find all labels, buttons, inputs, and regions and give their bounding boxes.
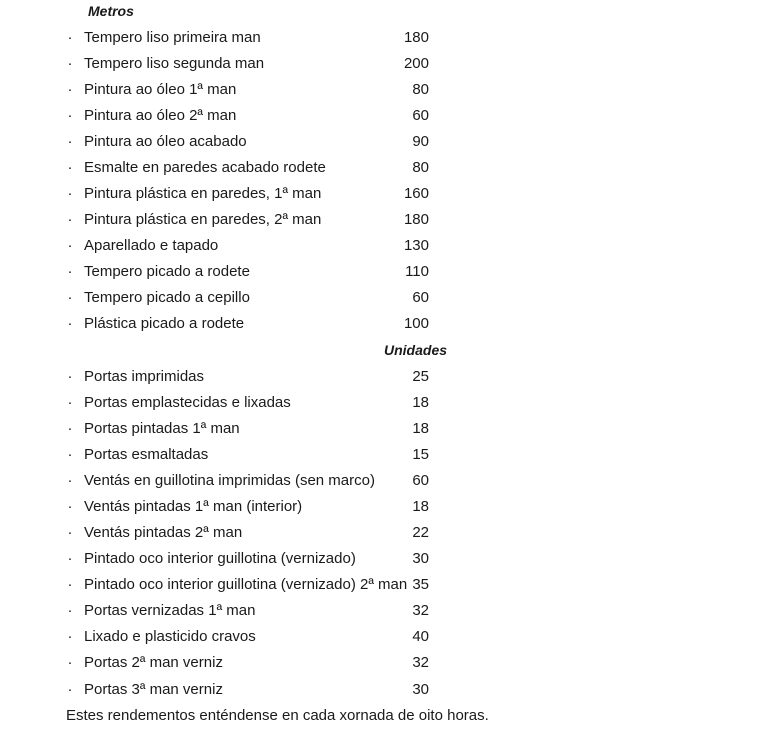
bullet: · — [67, 420, 73, 437]
list-item — [0, 549, 779, 569]
item-value: 30 — [412, 681, 429, 698]
item-value: 15 — [412, 446, 429, 463]
item-value: 25 — [412, 368, 429, 385]
list-item — [0, 184, 779, 204]
list-item — [0, 419, 779, 439]
bullet: · — [67, 472, 73, 489]
item-label: Ventás en guillotina imprimidas (sen marco) — [84, 472, 375, 489]
item-value: 60 — [412, 472, 429, 489]
bullet: · — [67, 550, 73, 567]
item-value: 35 — [412, 576, 429, 593]
bullet: · — [67, 185, 73, 202]
item-label: Pintura plástica en paredes, 1ª man — [84, 185, 322, 202]
list-item — [0, 653, 779, 673]
item-value: 18 — [412, 394, 429, 411]
item-label: Portas emplastecidas e lixadas — [84, 394, 291, 411]
item-value: 80 — [412, 159, 429, 176]
list-item — [0, 288, 779, 308]
item-label: Tempero liso primeira man — [84, 29, 261, 46]
bullet: · — [67, 498, 73, 515]
item-value: 180 — [403, 29, 429, 46]
bullet: · — [67, 107, 73, 124]
item-value: 30 — [412, 550, 429, 567]
item-label: Lixado e plasticido cravos — [84, 628, 256, 645]
item-label: Portas 3ª man verniz — [84, 681, 223, 698]
bullet: · — [67, 602, 73, 619]
item-label: Pintura ao óleo acabado — [84, 133, 247, 150]
list-item — [0, 314, 779, 334]
bullet: · — [67, 237, 73, 254]
bullet: · — [67, 211, 73, 228]
bullet: · — [67, 394, 73, 411]
list-item — [0, 132, 779, 152]
item-label: Esmalte en paredes acabado rodete — [84, 159, 326, 176]
bullet: · — [67, 315, 73, 332]
item-value: 80 — [412, 81, 429, 98]
footnote: Estes rendementos enténdense en cada xornada de oito horas. — [66, 707, 489, 724]
section-heading-unidades: Unidades — [384, 342, 448, 358]
list-item — [0, 210, 779, 230]
list-item — [0, 106, 779, 126]
item-label: Pintura ao óleo 1ª man — [84, 81, 237, 98]
item-label: Pintado oco interior guillotina (vernizado) 2ª man — [84, 576, 408, 593]
item-value: 60 — [412, 107, 429, 124]
item-label: Tempero liso segunda man — [84, 55, 265, 72]
item-label: Portas esmaltadas — [84, 446, 209, 463]
item-label: Ventás pintadas 1ª man (interior) — [84, 498, 303, 515]
item-value: 32 — [412, 654, 429, 671]
list-item — [0, 680, 779, 700]
item-value: 130 — [403, 237, 429, 254]
item-label: Aparellado e tapado — [84, 237, 219, 254]
item-label: Portas imprimidas — [84, 368, 205, 385]
bullet: · — [67, 289, 73, 306]
bullet: · — [67, 524, 73, 541]
item-label: Portas pintadas 1ª man — [84, 420, 240, 437]
bullet: · — [67, 263, 73, 280]
item-value: 32 — [412, 602, 429, 619]
list-item — [0, 445, 779, 465]
item-value: 100 — [403, 315, 429, 332]
item-value: 90 — [412, 133, 429, 150]
bullet: · — [67, 654, 73, 671]
bullet: · — [67, 159, 73, 176]
list-item — [0, 28, 779, 48]
item-label: Pintura plástica en paredes, 2ª man — [84, 211, 322, 228]
item-value: 40 — [412, 628, 429, 645]
item-value: 18 — [412, 420, 429, 437]
item-value: 60 — [412, 289, 429, 306]
bullet: · — [67, 681, 73, 698]
list-item — [0, 575, 779, 595]
list-item — [0, 367, 779, 387]
item-label: Plástica picado a rodete — [84, 315, 245, 332]
bullet: · — [67, 576, 73, 593]
bullet: · — [67, 29, 73, 46]
bullet: · — [67, 55, 73, 72]
list-item — [0, 158, 779, 178]
list-item — [0, 236, 779, 256]
item-label: Ventás pintadas 2ª man — [84, 524, 243, 541]
section-heading-metros: Metros — [88, 3, 134, 19]
item-label: Portas vernizadas 1ª man — [84, 602, 256, 619]
bullet: · — [67, 133, 73, 150]
list-item — [0, 262, 779, 282]
item-value: 160 — [403, 185, 429, 202]
item-label: Tempero picado a cepillo — [84, 289, 250, 306]
list-item — [0, 54, 779, 74]
list-item — [0, 393, 779, 413]
item-label: Pintura ao óleo 2ª man — [84, 107, 237, 124]
list-item — [0, 601, 779, 621]
item-label: Pintado oco interior guillotina (vernizado) — [84, 550, 356, 567]
list-item — [0, 523, 779, 543]
list-item — [0, 627, 779, 647]
bullet: · — [67, 628, 73, 645]
list-item — [0, 497, 779, 517]
item-value: 110 — [405, 263, 429, 280]
list-item — [0, 80, 779, 100]
bullet: · — [67, 446, 73, 463]
bullet: · — [67, 368, 73, 385]
bullet: · — [67, 81, 73, 98]
item-value: 22 — [412, 524, 429, 541]
item-value: 180 — [403, 211, 429, 228]
item-value: 200 — [403, 55, 429, 72]
item-value: 18 — [412, 498, 429, 515]
list-item — [0, 471, 779, 491]
item-label: Tempero picado a rodete — [84, 263, 250, 280]
item-label: Portas 2ª man verniz — [84, 654, 223, 671]
